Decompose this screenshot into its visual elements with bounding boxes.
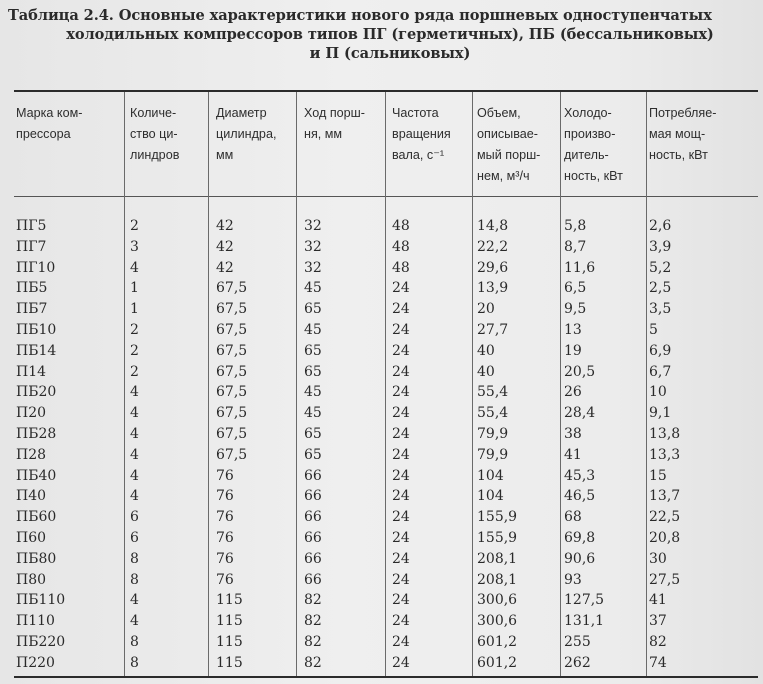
table-row [0,590,763,611]
cell-cylinders: 1 [130,280,139,297]
table-row [0,403,763,424]
cell-cylinders: 8 [130,571,139,588]
cell-diameter: 115 [216,654,243,671]
cell-model: ПБ80 [16,550,57,567]
table-row [0,237,763,258]
header-speed: Частота вращения вала, с⁻¹ [392,106,451,162]
header-cylinders: Количе- ство ци- линдров [130,106,180,162]
cell-diameter: 42 [216,238,234,255]
cell-model: ПГ5 [16,218,47,234]
cell-speed: 24 [392,550,410,567]
cell-cylinders: 3 [130,238,139,255]
cell-speed: 48 [392,259,410,276]
cell-speed: 24 [392,633,410,650]
cell-model: П14 [16,363,47,380]
cell-model: П28 [16,446,47,463]
cell-cooling-capacity: 13 [564,321,582,338]
cell-diameter: 76 [216,571,234,588]
cell-diameter: 42 [216,218,234,234]
cell-speed: 24 [392,467,410,484]
cell-cylinders: 8 [130,550,139,567]
table-row [0,466,763,487]
table-row [0,424,763,445]
table-row [0,507,763,528]
cell-power: 20,8 [649,529,681,546]
cell-model: ПБ10 [16,321,57,338]
cell-diameter: 67,5 [216,301,248,318]
cell-power: 30 [649,550,667,567]
cell-speed: 24 [392,425,410,442]
cell-diameter: 76 [216,529,234,546]
cell-power: 37 [649,613,667,630]
cell-cooling-capacity: 131,1 [564,613,605,630]
table-row [0,632,763,653]
cell-model: ПБ40 [16,467,57,484]
cell-speed: 24 [392,446,410,463]
cell-diameter: 67,5 [216,321,248,338]
cell-cooling-capacity: 45,3 [564,467,596,484]
cell-volume: 104 [477,467,504,484]
cell-cooling-capacity: 28,4 [564,405,596,422]
caption-line-1: Таблица 2.4. Основные характеристики нового ряда поршневых одноступенчатых [8,7,712,24]
cell-power: 6,9 [649,342,672,359]
cell-volume: 601,2 [477,633,518,650]
table-row [0,320,763,341]
cell-volume: 155,9 [477,529,518,546]
cell-volume: 208,1 [477,571,518,588]
cell-stroke: 66 [304,467,322,484]
cell-power: 2,5 [649,280,672,297]
cell-cylinders: 8 [130,654,139,671]
cell-speed: 24 [392,342,410,359]
table-caption [8,6,758,63]
cell-volume: 29,6 [477,259,509,276]
cell-power: 10 [649,384,667,401]
cell-stroke: 66 [304,509,322,526]
cell-cylinders: 6 [130,529,139,546]
cell-model: ПБ60 [16,509,57,526]
cell-diameter: 67,5 [216,405,248,422]
cell-volume: 155,9 [477,509,518,526]
table-row [0,382,763,403]
table-row [0,549,763,570]
cell-speed: 24 [392,613,410,630]
cell-model: П110 [16,613,55,630]
cell-power: 22,5 [649,509,681,526]
cell-stroke: 45 [304,280,322,297]
cell-speed: 24 [392,488,410,505]
table-row [0,299,763,320]
cell-cylinders: 4 [130,613,139,630]
cell-stroke: 65 [304,301,322,318]
cell-diameter: 42 [216,259,234,276]
cell-stroke: 45 [304,384,322,401]
cell-cooling-capacity: 46,5 [564,488,596,505]
cell-cooling-capacity: 93 [564,571,582,588]
cell-diameter: 67,5 [216,280,248,297]
cell-diameter: 76 [216,550,234,567]
cell-model: ПБ110 [16,592,66,609]
cell-cooling-capacity: 11,6 [564,259,596,276]
cell-diameter: 115 [216,592,243,609]
cell-stroke: 45 [304,405,322,422]
cell-stroke: 66 [304,571,322,588]
cell-cooling-capacity: 9,5 [564,301,587,318]
cell-stroke: 82 [304,633,322,650]
cell-speed: 24 [392,301,410,318]
cell-stroke: 82 [304,592,322,609]
cell-stroke: 82 [304,654,322,671]
header-power: Потребляе- мая мощ- ность, кВт [649,106,717,162]
table-row [0,278,763,299]
cell-cooling-capacity: 127,5 [564,592,605,609]
cell-cylinders: 1 [130,301,139,318]
table-row [0,341,763,362]
cell-diameter: 67,5 [216,446,248,463]
cell-power: 3,5 [649,301,672,318]
table-row [0,216,763,237]
cell-stroke: 65 [304,446,322,463]
cell-volume: 14,8 [477,218,509,234]
cell-model: П220 [16,654,55,671]
table-body [0,216,763,674]
cell-volume: 22,2 [477,238,509,255]
cell-model: П40 [16,488,47,505]
cell-cooling-capacity: 255 [564,633,591,650]
table-bottom-rule [14,676,758,678]
cell-stroke: 66 [304,529,322,546]
cell-model: ПБ14 [16,342,57,359]
cell-cooling-capacity: 26 [564,384,582,401]
cell-volume: 40 [477,363,495,380]
cell-speed: 24 [392,363,410,380]
cell-volume: 208,1 [477,550,518,567]
cell-power: 2,6 [649,218,672,234]
cell-stroke: 32 [304,238,322,255]
cell-cooling-capacity: 41 [564,446,582,463]
cell-power: 27,5 [649,571,681,588]
cell-volume: 300,6 [477,592,518,609]
cell-cylinders: 4 [130,259,139,276]
cell-stroke: 65 [304,342,322,359]
cell-cylinders: 4 [130,384,139,401]
cell-cylinders: 4 [130,592,139,609]
header-stroke: Ход порш- ня, мм [304,106,365,141]
cell-power: 74 [649,654,667,671]
caption-line-2: холодильных компрессоров типов ПГ (герметичных), ПБ (бессальниковых) [66,26,714,43]
caption-line-3: и П (сальниковых) [309,45,471,62]
table-row [0,362,763,383]
cell-speed: 24 [392,654,410,671]
cell-model: П20 [16,405,47,422]
cell-model: П80 [16,571,47,588]
cell-cooling-capacity: 69,8 [564,529,596,546]
cell-speed: 24 [392,592,410,609]
cell-model: ПБ28 [16,425,57,442]
cell-diameter: 67,5 [216,425,248,442]
cell-power: 5,2 [649,259,672,276]
table-row [0,445,763,466]
table-row [0,653,763,674]
cell-cooling-capacity: 6,5 [564,280,587,297]
cell-cooling-capacity: 90,6 [564,550,596,567]
cell-cylinders: 4 [130,488,139,505]
cell-stroke: 45 [304,321,322,338]
cell-cylinders: 6 [130,509,139,526]
cell-cylinders: 2 [130,342,139,359]
cell-cylinders: 8 [130,633,139,650]
cell-volume: 40 [477,342,495,359]
cell-diameter: 67,5 [216,363,248,380]
cell-model: ПГ7 [16,238,47,255]
cell-speed: 24 [392,529,410,546]
cell-diameter: 115 [216,633,243,650]
cell-diameter: 67,5 [216,384,248,401]
cell-model: ПБ20 [16,384,57,401]
cell-model: ПБ5 [16,280,48,297]
table-row [0,570,763,591]
cell-power: 15 [649,467,667,484]
cell-model: ПГ10 [16,259,56,276]
cell-stroke: 82 [304,613,322,630]
cell-cylinders: 4 [130,467,139,484]
header-model: Марка ком- прессора [16,106,83,141]
cell-volume: 55,4 [477,384,509,401]
cell-cooling-capacity: 8,7 [564,238,587,255]
cell-cylinders: 2 [130,363,139,380]
cell-diameter: 76 [216,467,234,484]
cell-cylinders: 2 [130,321,139,338]
cell-speed: 24 [392,384,410,401]
cell-power: 82 [649,633,667,650]
cell-cooling-capacity: 68 [564,509,582,526]
cell-cooling-capacity: 19 [564,342,582,359]
cell-speed: 48 [392,238,410,255]
cell-power: 41 [649,592,667,609]
header-diameter: Диаметр цилиндра, мм [216,106,277,162]
cell-stroke: 65 [304,425,322,442]
cell-diameter: 76 [216,509,234,526]
cell-stroke: 65 [304,363,322,380]
cell-cooling-capacity: 38 [564,425,582,442]
cell-power: 13,3 [649,446,681,463]
cell-power: 5 [649,321,658,338]
table-row [0,611,763,632]
cell-diameter: 76 [216,488,234,505]
cell-cooling-capacity: 5,8 [564,218,587,234]
cell-stroke: 32 [304,218,322,234]
cell-power: 6,7 [649,363,672,380]
cell-volume: 601,2 [477,654,518,671]
cell-model: П60 [16,529,47,546]
cell-power: 3,9 [649,238,672,255]
cell-stroke: 66 [304,488,322,505]
cell-volume: 27,7 [477,321,509,338]
cell-volume: 20 [477,301,495,318]
cell-model: ПБ220 [16,633,66,650]
cell-speed: 24 [392,280,410,297]
cell-speed: 24 [392,509,410,526]
cell-cylinders: 4 [130,446,139,463]
table-row [0,528,763,549]
cell-speed: 24 [392,571,410,588]
cell-diameter: 115 [216,613,243,630]
cell-power: 9,1 [649,405,672,422]
cell-volume: 300,6 [477,613,518,630]
cell-cylinders: 4 [130,425,139,442]
cell-cooling-capacity: 20,5 [564,363,596,380]
cell-volume: 79,9 [477,446,509,463]
cell-power: 13,8 [649,425,681,442]
cell-volume: 13,9 [477,280,509,297]
cell-diameter: 67,5 [216,342,248,359]
cell-cooling-capacity: 262 [564,654,591,671]
cell-cylinders: 4 [130,405,139,422]
table-row [0,486,763,507]
cell-model: ПБ7 [16,301,48,318]
cell-volume: 55,4 [477,405,509,422]
cell-power: 13,7 [649,488,681,505]
cell-speed: 48 [392,218,410,234]
header-volume: Объем, описывае- мый порш- нем, м³/ч [477,106,541,183]
cell-volume: 104 [477,488,504,505]
cell-speed: 24 [392,321,410,338]
cell-speed: 24 [392,405,410,422]
cell-stroke: 32 [304,259,322,276]
cell-volume: 79,9 [477,425,509,442]
cell-cylinders: 2 [130,218,139,234]
table-row [0,258,763,279]
header-cooling-capacity: Холодо- произво- дитель- ность, кВт [564,106,623,183]
cell-stroke: 66 [304,550,322,567]
